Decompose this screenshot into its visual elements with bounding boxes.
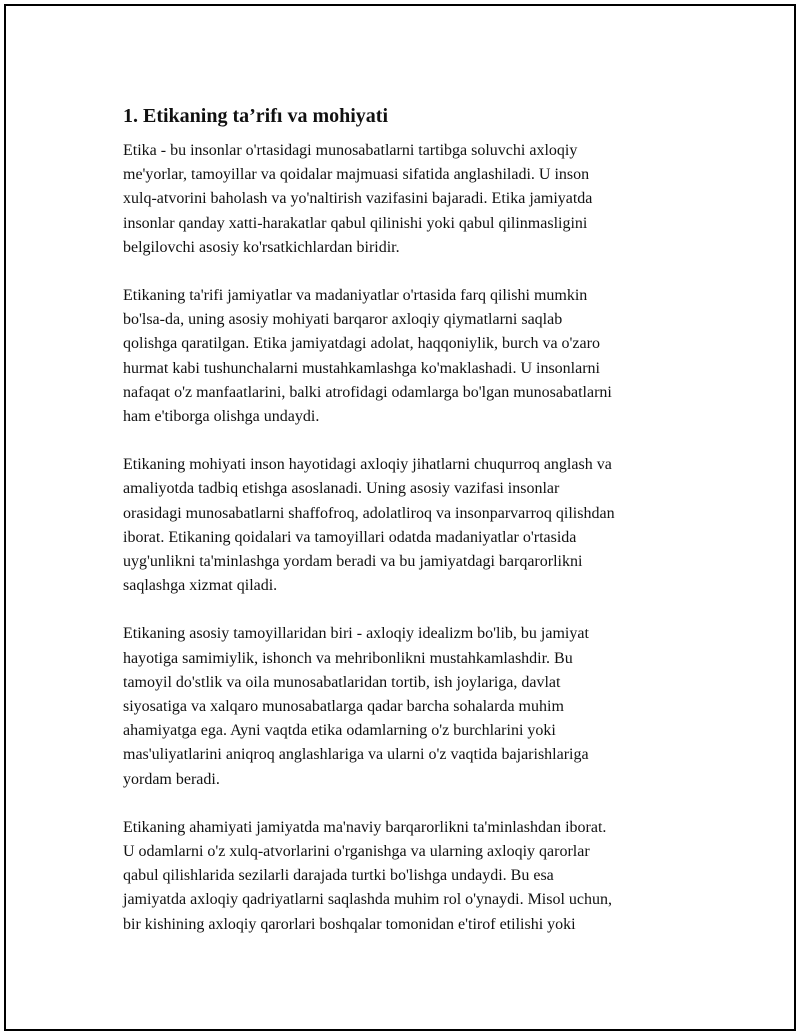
text-line: xulq-atvorini baholash va yo'naltirish vazifasini bajaradi. Etika jamiyatda <box>123 190 593 208</box>
text-line: saqlashga xizmat qiladi. <box>123 577 278 595</box>
text-line: orasidagi munosabatlarni shaffofroq, adolatliroq va insonparvarroq qilishdan <box>123 504 615 522</box>
text-line: siyosatiga va xalqaro munosabatlarga qadar barcha sohalarda muhim <box>123 698 564 716</box>
text-line: belgilovchi asosiy ko'rsatkichlardan biridir. <box>123 238 400 256</box>
text-line: insonlar qanday xatti-harakatlar qabul qilinishi yoki qabul qilinmasligini <box>123 214 588 232</box>
text-line: U odamlarni o'z xulq-atvorlarini o'rganishga va ularning axloqiy qarorlar <box>123 843 590 861</box>
text-line: iborat. Etikaning qoidalari va tamoyillari odatda madaniyatlar o'rtasida <box>123 528 577 546</box>
text-line: ahamiyatga ega. Ayni vaqtda etika odamlarning o'z burchlarini yoki <box>123 722 556 740</box>
paragraph <box>123 139 693 260</box>
text-line: ham e'tiborga olishga undaydi. <box>123 408 320 426</box>
paragraph <box>123 453 693 598</box>
text-line: Etikaning mohiyati inson hayotidagi axloqiy jihatlarni chuqurroq anglash va <box>123 456 612 474</box>
paragraph <box>123 816 693 937</box>
text-line: nafaqat o'z manfaatlarini, balki atrofidagi odamlarga bo'lgan munosabatlarni <box>123 383 612 401</box>
text-line: qolishga qaratilgan. Etika jamiyatdagi adolat, haqqoniylik, burch va o'zaro <box>123 335 600 353</box>
text-line: tamoyil do'stlik va oila munosabatlaridan tortib, ish joylariga, davlat <box>123 673 561 691</box>
text-line: Etika - bu insonlar o'rtasidagi munosabatlarni tartibga soluvchi axloqiy <box>123 142 578 159</box>
text-line: qabul qilishlarida sezilarli darajada turtki bo'lishga undaydi. Bu esa <box>123 867 554 885</box>
text-line: jamiyatda axloqiy qadriyatlarni saqlashda muhim rol o'ynaydi. Misol uchun, <box>123 891 613 909</box>
text-line: uyg'unlikni ta'minlashga yordam beradi va bu jamiyatdagi barqarorlikni <box>123 553 583 571</box>
text-line: bo'lsa-da, uning asosiy mohiyati barqaror axloqiy qiymatlarni saqlab <box>123 311 563 329</box>
section-heading: 1. Etikaning ta’rifı va mohiyati <box>123 105 389 127</box>
paragraph <box>123 284 693 429</box>
paragraph-list <box>123 139 693 937</box>
text-line: yordam beradi. <box>123 770 220 788</box>
document-body <box>123 103 693 961</box>
text-line: mas'uliyatlarini aniqroq anglashlariga va ularni o'z vaqtida bajarishlariga <box>123 746 589 764</box>
text-line: Etikaning ahamiyati jamiyatda ma'naviy barqarorlikni ta'minlashdan iborat. <box>123 818 607 836</box>
text-line: hurmat kabi tushunchalarni mustahkamlashga ko'maklashadi. U insonlarni <box>123 359 600 377</box>
text-line: Etikaning ta'rifi jamiyatlar va madaniyatlar o'rtasida farq qilishi mumkin <box>123 287 588 305</box>
text-line: me'yorlar, tamoyillar va qoidalar majmuasi sifatida anglashiladi. U inson <box>123 166 590 184</box>
text-line: Etikaning asosiy tamoyillaridan biri - axloqiy idealizm bo'lib, bu jamiyat <box>123 625 589 643</box>
text-line: bir kishining axloqiy qarorlari boshqalar tomonidan e'tirof etilishi yoki <box>123 915 576 933</box>
paragraph <box>123 622 693 791</box>
text-line: hayotiga samimiylik, ishonch va mehribonlikni mustahkamlashdir. Bu <box>123 649 573 667</box>
document-page <box>4 4 796 1031</box>
text-line: amaliyotda tadbiq etishga asoslanadi. Uning asosiy vazifasi insonlar <box>123 480 560 498</box>
